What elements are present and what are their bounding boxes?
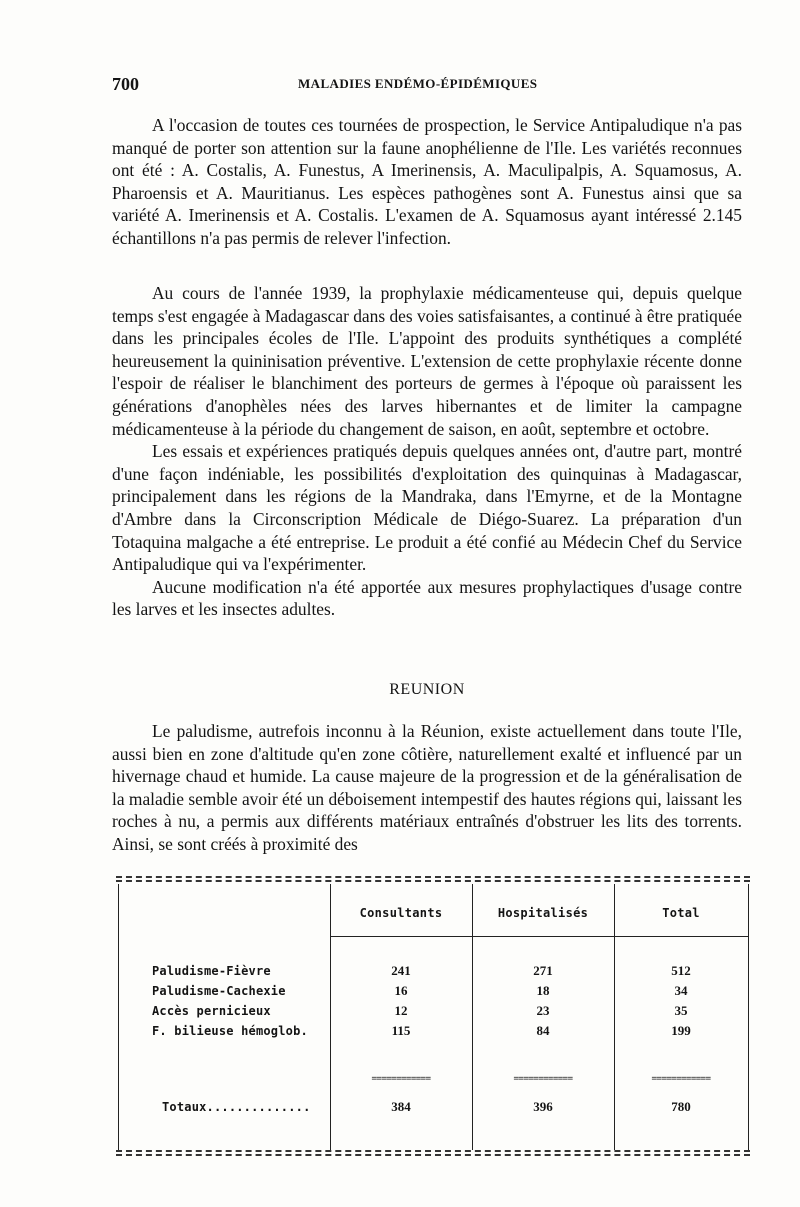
cell-hospitalises: 84 — [536, 1023, 550, 1038]
header-underline — [330, 936, 748, 937]
cell-hospitalises: 271 — [533, 963, 553, 978]
paragraph: A l'occasion de toutes ces tournées de prospection, le Service Antipaludique n'a pas manqué de porter son attention sur la faune anophélienne de l'Ile. Les variétés reconnues ont été : A. Costalis, A. Funestus, A Imerinensis, A. Maculipalpis, A. Squamosus, A. Pharoensis et A. Mauritianus. Les espèces pathogènes sont A. Funestus ainsi que sa variété A. Imerinensis et A. Costalis. L'examen de A. Squamosus ayant intéressé 2.145 échantillons n'a pas permis de relever l'infection. — [112, 115, 742, 248]
cell-consultants: 241 — [391, 963, 411, 978]
column-header-hospitalises: Hospitalisés — [497, 906, 589, 920]
cell-total: 512 — [671, 963, 691, 978]
total-hospitalises: 396 — [533, 1099, 553, 1114]
table-top-border — [116, 876, 750, 882]
cell-hospitalises: 18 — [536, 983, 550, 998]
sum-rule: ============ — [371, 1074, 431, 1084]
total-overall: 780 — [671, 1099, 691, 1114]
sum-rule: ============ — [513, 1074, 573, 1084]
table-right-border — [748, 884, 749, 1150]
row-label: F. bilieuse hémoglob. — [152, 1024, 308, 1038]
cell-hospitalises: 23 — [536, 1003, 550, 1018]
cell-total: 199 — [671, 1023, 691, 1038]
row-label: Paludisme-Cachexie — [152, 984, 286, 998]
row-label: Accès pernicieux — [152, 1004, 271, 1018]
paragraph: Les essais et expériences pratiqués depuis quelques années ont, d'autre part, montré d'une façon indéniable, les possibilités d'exploitation des quinquinas à Madagascar, principalement dans les régions de la Mandraka, dans l'Emyrne, et de la Montagne d'Ambre dans la Circonscription Médicale de Diégo-Suarez. La préparation d'un Totaquina malgache a été entreprise. Le produit a été confié au Médecin Chef du Service Antipaludique qui va l'expérimenter. — [112, 441, 742, 575]
text-block-anophelism — [112, 114, 742, 250]
paragraph: Le paludisme, autrefois inconnu à la Réunion, existe actuellement dans toute l'Ile, aussi bien en zone d'altitude qu'en zone côtière, naturellement exalté et influencé par un hivernage chaud et humide. La cause majeure de la progression et de la généralisation de la maladie semble avoir été un déboisement intempestif des hautes régions qui, laissant les roches à nu, a permis aux différents matériaux entraînés d'obstruer les lits des torrents. Ainsi, se sont créés à proximité des — [112, 721, 742, 854]
text-block-prophylaxis — [112, 282, 742, 621]
running-title: MALADIES ENDÉMO-ÉPIDÉMIQUES — [298, 76, 538, 91]
column-header-consultants: Consultants — [359, 906, 443, 920]
cell-consultants: 115 — [391, 1023, 411, 1038]
cell-consultants: 16 — [394, 983, 408, 998]
totals-label: Totaux.............. — [162, 1100, 311, 1114]
cell-consultants: 12 — [394, 1003, 408, 1018]
row-label: Paludisme-Fièvre — [152, 964, 271, 978]
total-consultants: 384 — [391, 1099, 411, 1114]
table-left-border — [118, 884, 119, 1150]
page-number: 700 — [112, 74, 139, 94]
table-bottom-border — [116, 1150, 750, 1156]
page-header — [112, 74, 744, 96]
cell-total: 34 — [674, 983, 688, 998]
sum-rule: ============ — [651, 1074, 711, 1084]
text-block-reunion — [112, 720, 742, 856]
paragraph: Aucune modification n'a été apportée aux mesures prophylactiques d'usage contre les larves et les insectes adultes. — [112, 576, 742, 620]
cell-total: 35 — [674, 1003, 688, 1018]
section-heading: REUNION — [389, 681, 465, 698]
column-header-total: Total — [662, 906, 700, 920]
paragraph: Au cours de l'année 1939, la prophylaxie médicamenteuse qui, depuis quelque temps s'est engagée à Madagascar dans des voies satisfaisantes, a continué à être pratiquée dans les principales écoles de l'Ile. L'appoint des produits synthétiques a complété heureusement la quininisation préventive. L'extension de cette prophylaxie récente donne l'espoir de réaliser le blanchiment des porteurs de germes à l'époque où paraissent les générations d'anophèles nées des larves hibernantes et de limiter la campagne médicamenteuse à la période du changement de saison, en août, septembre et octobre. — [112, 283, 742, 439]
statistics-table — [116, 874, 750, 1160]
